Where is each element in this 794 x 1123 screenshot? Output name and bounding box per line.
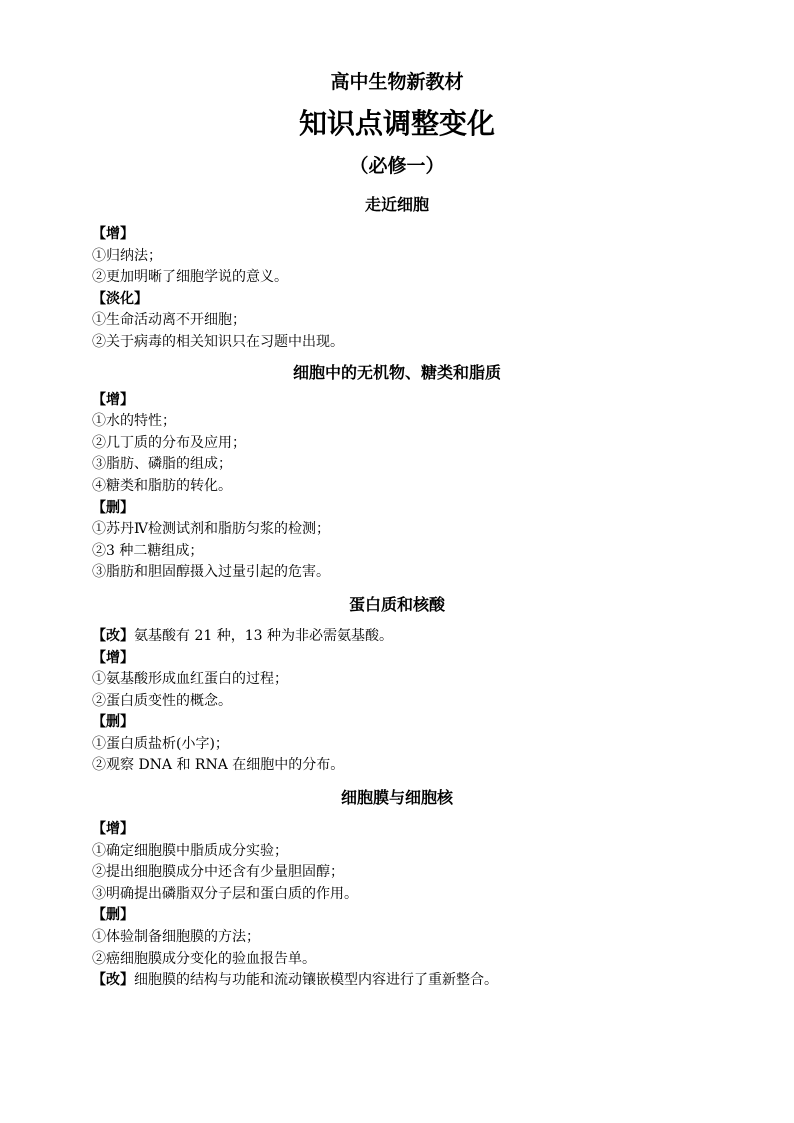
volume-label: （必修一） bbox=[349, 155, 445, 177]
line-text: ②癌细胞膜成分变化的验血报告单。 bbox=[92, 950, 316, 967]
content-line bbox=[92, 927, 702, 949]
content-line bbox=[92, 498, 702, 520]
document-title: 高中生物新教材 bbox=[330, 71, 464, 93]
change-tag: 【增】 bbox=[92, 649, 134, 666]
content-line bbox=[92, 411, 702, 433]
content-line bbox=[92, 712, 702, 734]
content-line bbox=[92, 862, 702, 884]
sections-container bbox=[92, 194, 702, 992]
line-text: ①蛋白质盐析(小字)； bbox=[92, 735, 229, 752]
content-line bbox=[92, 433, 702, 455]
content-line bbox=[92, 246, 702, 268]
content-line bbox=[92, 819, 702, 841]
content-line bbox=[92, 224, 702, 246]
section-title: 走近细胞 bbox=[364, 195, 429, 214]
line-text: ①体验制备细胞膜的方法； bbox=[92, 929, 260, 946]
line-text: ②3 种二糖组成； bbox=[92, 542, 204, 559]
content-line bbox=[92, 332, 702, 354]
change-tag: 【增】 bbox=[92, 226, 134, 242]
content-line bbox=[92, 949, 702, 971]
content-line bbox=[92, 454, 702, 476]
line-text: ②更加明晰了细胞学说的意义。 bbox=[92, 269, 288, 286]
line-text: ③脂肪和胆固醇摄入过量引起的危害。 bbox=[92, 564, 330, 581]
change-tag: 【增】 bbox=[92, 391, 134, 408]
content-line bbox=[92, 905, 702, 927]
line-text: ②提出细胞膜成分中还含有少量胆固醇； bbox=[92, 864, 344, 881]
section-title: 细胞中的无机物、糖类和脂质 bbox=[292, 362, 501, 382]
content-line bbox=[92, 669, 702, 691]
content-line bbox=[92, 626, 702, 648]
content-line bbox=[92, 734, 702, 756]
content-line bbox=[92, 267, 702, 289]
line-text: ④糖类和脂肪的转化。 bbox=[92, 477, 232, 494]
content-line bbox=[92, 519, 702, 541]
line-text: ②几丁质的分布及应用； bbox=[92, 434, 246, 451]
change-tag: 【淡化】 bbox=[92, 290, 148, 307]
line-text: ①氨基酸形成血红蛋白的过程； bbox=[92, 671, 288, 688]
line-text: ①生命活动离不开细胞； bbox=[92, 312, 246, 329]
line-text: ③脂肪、磷脂的组成； bbox=[92, 456, 232, 473]
section bbox=[92, 594, 702, 777]
line-text: ①苏丹Ⅳ检测试剂和脂肪匀浆的检测； bbox=[92, 521, 330, 538]
content-line bbox=[92, 390, 702, 412]
section-title: 细胞膜与细胞核 bbox=[340, 788, 453, 808]
content-line bbox=[92, 884, 702, 906]
change-tag: 【删】 bbox=[92, 714, 134, 731]
content-line bbox=[92, 541, 702, 563]
line-text: 氨基酸有 21 种，13 种为非必需氨基酸。 bbox=[134, 627, 393, 644]
content-line bbox=[92, 289, 702, 311]
change-tag: 【删】 bbox=[92, 907, 134, 924]
document-subtitle: 知识点调整变化 bbox=[298, 107, 495, 140]
line-text: ③明确提出磷脂双分子层和蛋白质的作用。 bbox=[92, 885, 358, 902]
content-line bbox=[92, 755, 702, 777]
section bbox=[92, 362, 702, 584]
line-text: ②观察 DNA 和 RNA 在细胞中的分布。 bbox=[92, 757, 345, 774]
content-line bbox=[92, 648, 702, 670]
line-text: ②蛋白质变性的概念。 bbox=[92, 692, 232, 709]
content-line bbox=[92, 691, 702, 713]
section bbox=[92, 787, 702, 992]
change-tag: 【改】 bbox=[92, 627, 134, 644]
content-line bbox=[92, 562, 702, 584]
line-text: 细胞膜的结构与功能和流动镶嵌模型内容进行了重新整合。 bbox=[134, 972, 498, 989]
section-title: 蛋白质和核酸 bbox=[348, 594, 445, 614]
line-text: ①归纳法； bbox=[92, 247, 162, 264]
content-line bbox=[92, 476, 702, 498]
change-tag: 【增】 bbox=[92, 821, 134, 838]
line-text: ②关于病毒的相关知识只在习题中出现。 bbox=[92, 333, 344, 350]
line-text: ①确定细胞膜中脂质成分实验； bbox=[92, 842, 288, 859]
line-text: ①水的特性； bbox=[92, 413, 176, 430]
content-line bbox=[92, 310, 702, 332]
change-tag: 【删】 bbox=[92, 499, 134, 516]
section bbox=[92, 194, 702, 354]
change-tag: 【改】 bbox=[92, 972, 134, 989]
content-line bbox=[92, 841, 702, 863]
content-line bbox=[92, 970, 702, 992]
